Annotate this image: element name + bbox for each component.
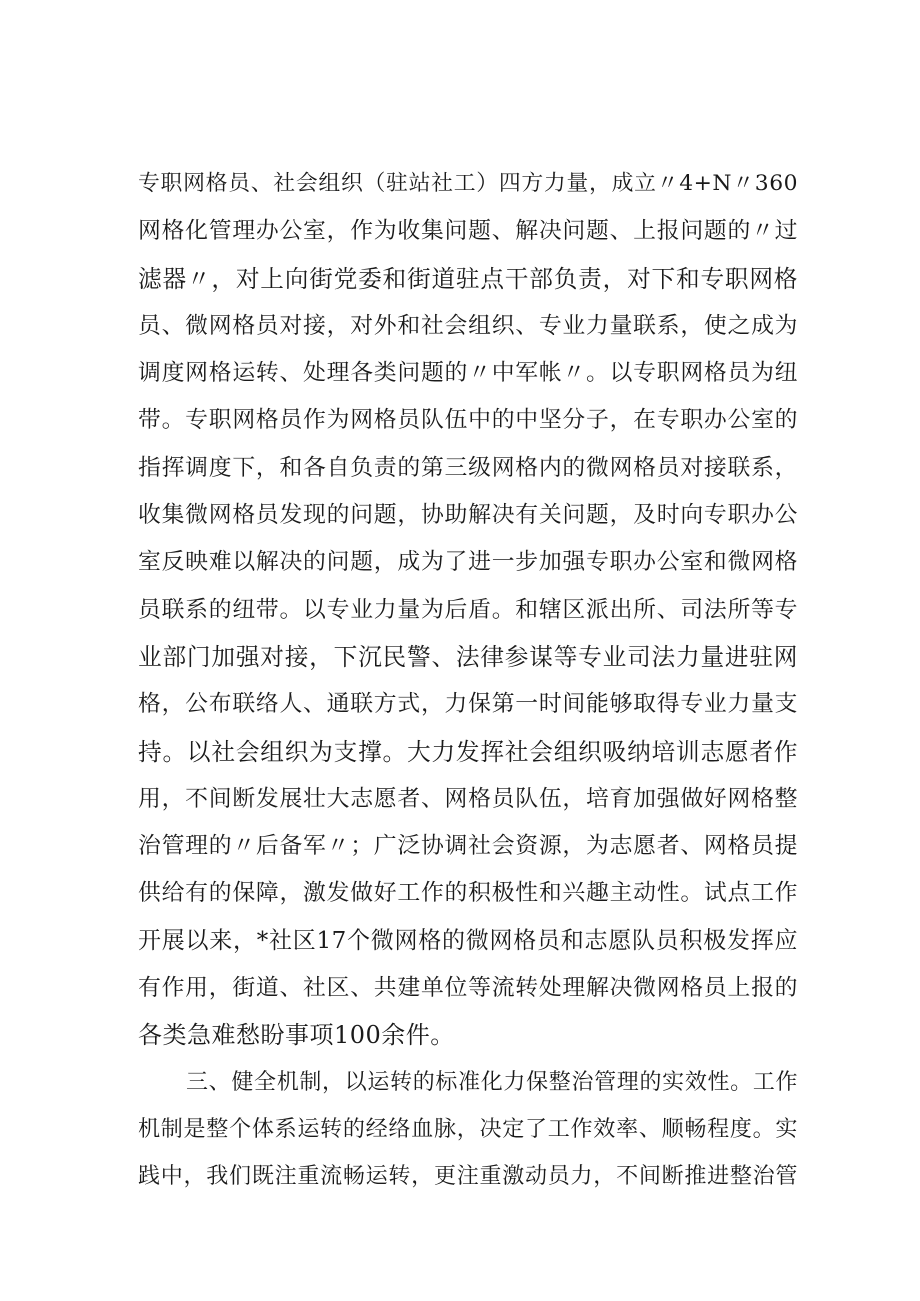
text-line: 专职网格员、社会组织（驻站社工）四方力量，成立〃4+N〃360 — [138, 171, 798, 196]
text-line: 用，不间断发展壮大志愿者、网格员队伍，培育加强做好网格整 — [138, 785, 798, 812]
text-line: 供给有的保障，激发做好工作的积极性和兴趣主动性。试点工作 — [138, 880, 798, 907]
text-line: 开展以来，*社区17个微网格的微网格员和志愿队员积极发挥应 — [138, 927, 798, 954]
section-heading-line: 三、健全机制，以运转的标准化力保整治管理的实效性。工作 — [186, 1069, 798, 1095]
text-line: 员联系的纽带。以专业力量为后盾。和辖区派出所、司法所等专 — [138, 596, 798, 623]
text-line: 有作用，街道、社区、共建单位等流转处理解决微网格员上报的 — [138, 975, 798, 1002]
text-line: 机制是整个体系运转的经络血脉，决定了工作效率、顺畅程度。实 — [138, 1116, 798, 1142]
text-line: 员、微网格员对接，对外和社会组织、专业力量联系，使之成为 — [138, 312, 798, 339]
text-line: 收集微网格员发现的问题，协助解决有关问题，及时向专职办公 — [138, 502, 798, 529]
text-line: 业部门加强对接，下沉民警、法律参谋等专业司法力量进驻网 — [138, 642, 798, 671]
text-line: 室反映难以解决的问题，成为了进一步加强专职办公室和微网格 — [138, 549, 798, 576]
body-text — [138, 164, 798, 1205]
text-line: 调度网格运转、处理各类问题的〃中军帐〃。以专职网格员为纽 — [138, 360, 798, 387]
text-line: 滤器〃，对上向街党委和街道驻点干部负责，对下和专职网格 — [138, 264, 798, 293]
text-line: 持。以社会组织为支撑。大力发挥社会组织吸纳培训志愿者作 — [138, 737, 798, 766]
text-line: 格，公布联络人、通联方式，力保第一时间能够取得专业力量支 — [138, 691, 798, 718]
text-line: 指挥调度下，和各自负责的第三级网格内的微网格员对接联系， — [138, 454, 798, 481]
text-line: 带。专职网格员作为网格员队伍中的中坚分子，在专职办公室的 — [138, 407, 798, 434]
text-line: 各类急难愁盼事项100余件。 — [138, 1021, 455, 1050]
text-line: 治管理的〃后备军〃；广泛协调社会资源，为志愿者、网格员提 — [138, 833, 798, 860]
text-line: 践中，我们既注重流畅运转，更注重激动员力，不间断推进整治管 — [138, 1164, 798, 1190]
text-line: 网格化管理办公室，作为收集问题、解决问题、上报问题的〃过 — [138, 218, 798, 245]
